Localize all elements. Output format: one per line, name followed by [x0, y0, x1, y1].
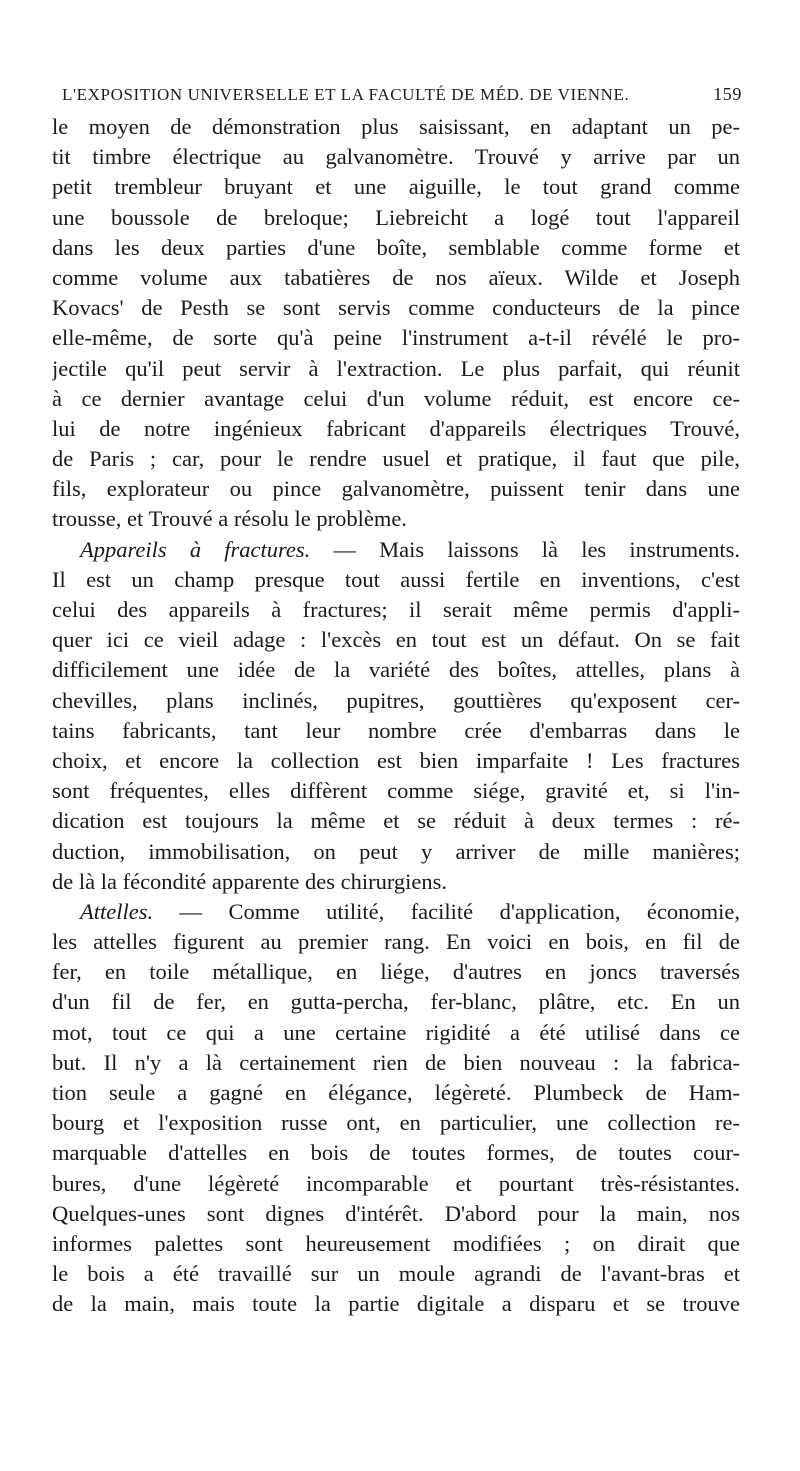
- text-line-content: tains fabricants, tant leur nombre crée d'embarras dans le: [52, 717, 740, 743]
- text-line-content: difficilement une idée de la variété des boîtes, attelles, plans à: [52, 657, 740, 683]
- text-line: [52, 142, 740, 172]
- text-line-content: tion seule a gagné en élégance, légèreté. Plumbeck de Ham-: [52, 1080, 740, 1105]
- text-line-content: sont fréquentes, elles diffèrent comme siége, gravité et, si l'in-: [52, 778, 740, 804]
- text-line: [52, 1138, 740, 1168]
- text-line: [52, 504, 740, 534]
- text-line-content: dans les deux parties d'une boîte, semblable comme forme et: [52, 234, 740, 260]
- text-line-content: bures, d'une légèreté incomparable et pourtant très-résistantes.: [52, 1170, 740, 1196]
- running-head: [62, 84, 742, 105]
- text-line-content: celui des appareils à fractures; il serait même permis d'appli-: [52, 597, 740, 622]
- text-line: [52, 806, 740, 836]
- text-line: [52, 776, 740, 806]
- text-line: [52, 565, 740, 595]
- text-line: [52, 595, 740, 625]
- text-line: [52, 444, 740, 474]
- text-line: [52, 112, 740, 142]
- text-line-content: petit trembleur bruyant et une aiguille, le tout grand comme: [52, 174, 740, 200]
- text-line-content: bourg et l'exposition russe ont, en particulier, une collection re-: [52, 1110, 740, 1136]
- text-line: [52, 837, 740, 867]
- running-head-title: L'EXPOSITION UNIVERSELLE ET LA FACULTÉ DE MÉD. DE VIENNE.: [62, 85, 630, 104]
- text-line-content: duction, immobilisation, on peut y arriver de mille manières;: [52, 838, 740, 864]
- text-line: [52, 535, 740, 565]
- text-line: [52, 1018, 740, 1048]
- text-line: [52, 1108, 740, 1138]
- text-line: [52, 1078, 740, 1108]
- text-line: [52, 172, 740, 202]
- text-line-content: comme volume aux tabatières de nos aïeux. Wilde et Joseph: [52, 264, 740, 290]
- text-line: [52, 323, 740, 353]
- text-line: [52, 987, 740, 1017]
- text-line-content: chevilles, plans inclinés, pupitres, gouttières qu'exposent cer-: [52, 687, 740, 713]
- text-line: [52, 897, 740, 927]
- section-heading: Appareils à fractures.: [80, 536, 311, 562]
- text-line-content: de Paris ; car, pour le rendre usuel et pratique, il faut que pile,: [52, 446, 740, 472]
- text-line: [52, 957, 740, 987]
- text-line-content: trousse, et Trouvé a résolu le problème.: [52, 506, 407, 532]
- section-heading: Attelles.: [80, 898, 154, 924]
- text-line: [52, 354, 740, 384]
- text-line-content: elle-même, de sorte qu'à peine l'instrument a-t-il révélé le pro-: [52, 325, 740, 351]
- text-line: [52, 655, 740, 685]
- text-line: [52, 1199, 740, 1229]
- text-line: [52, 1048, 740, 1078]
- text-line-content: mot, tout ce qui a une certaine rigidité a été utilisé dans ce: [52, 1019, 740, 1045]
- text-line: [52, 233, 740, 263]
- text-line-content: de la main, mais toute la partie digitale a disparu et se trouve: [52, 1291, 740, 1317]
- text-line-content: Kovacs' de Pesth se sont servis comme conducteurs de la pince: [52, 295, 740, 321]
- text-line: [52, 746, 740, 776]
- text-line-content: jectile qu'il peut servir à l'extraction. Le plus parfait, qui réunit: [52, 355, 740, 381]
- text-line: [52, 625, 740, 655]
- text-line-content: de là la fécondité apparente des chirurgiens.: [52, 868, 448, 894]
- text-line-content: fils, explorateur ou pince galvanomètre, puissent tenir dans une: [52, 476, 740, 502]
- text-line-content: marquable d'attelles en bois de toutes formes, de toutes cour-: [52, 1140, 740, 1166]
- text-line: [52, 203, 740, 233]
- text-line-content: d'un fil de fer, en gutta-percha, fer-blanc, plâtre, etc. En un: [52, 989, 740, 1015]
- text-line: [52, 1169, 740, 1199]
- text-line-content: dication est toujours la même et se réduit à deux termes : ré-: [52, 808, 740, 834]
- text-line-content: — Comme utilité, facilité d'application, économie,: [153, 898, 740, 924]
- text-line: [52, 1259, 740, 1289]
- text-line-content: fer, en toile métallique, en liége, d'autres en joncs traversés: [52, 959, 740, 985]
- text-line-content: à ce dernier avantage celui d'un volume réduit, est encore ce-: [52, 385, 740, 411]
- body-text: [52, 112, 740, 1320]
- text-line-content: Quelques-unes sont dignes d'intérêt. D'abord pour la main, nos: [52, 1200, 740, 1226]
- text-line-content: choix, et encore la collection est bien imparfaite ! Les fractures: [52, 747, 740, 773]
- text-line-content: le bois a été travaillé sur un moule agrandi de l'avant-bras et: [52, 1261, 740, 1287]
- page-number: 159: [713, 84, 742, 104]
- text-line-content: les attelles figurent au premier rang. En voici en bois, en fil de: [52, 929, 740, 955]
- text-line-content: informes palettes sont heureusement modifiées ; on dirait que: [52, 1230, 740, 1256]
- text-line-content: — Mais laissons là les instruments.: [310, 536, 740, 562]
- text-line: [52, 263, 740, 293]
- text-line: [52, 1229, 740, 1259]
- text-line: [52, 384, 740, 414]
- text-line: [52, 474, 740, 504]
- text-line: [52, 867, 740, 897]
- text-line-content: le moyen de démonstration plus saisissant, en adaptant un pe-: [52, 114, 740, 139]
- text-line-content: une boussole de breloque; Liebreicht a logé tout l'appareil: [52, 204, 740, 230]
- text-line-content: Il est un champ presque tout aussi fertile en inventions, c'est: [52, 566, 740, 592]
- text-line-content: but. Il n'y a là certainement rien de bien nouveau : la fabrica-: [52, 1049, 740, 1075]
- text-line: [52, 293, 740, 323]
- text-line: [52, 1289, 740, 1319]
- text-line-content: quer ici ce vieil adage : l'excès en tout est un défaut. On se fait: [52, 627, 740, 653]
- text-line-content: tit timbre électrique au galvanomètre. Trouvé y arrive par un: [52, 144, 740, 170]
- text-line: [52, 686, 740, 716]
- text-line: [52, 927, 740, 957]
- text-line-content: lui de notre ingénieux fabricant d'appareils électriques Trouvé,: [52, 415, 740, 441]
- text-line: [52, 414, 740, 444]
- text-line: [52, 716, 740, 746]
